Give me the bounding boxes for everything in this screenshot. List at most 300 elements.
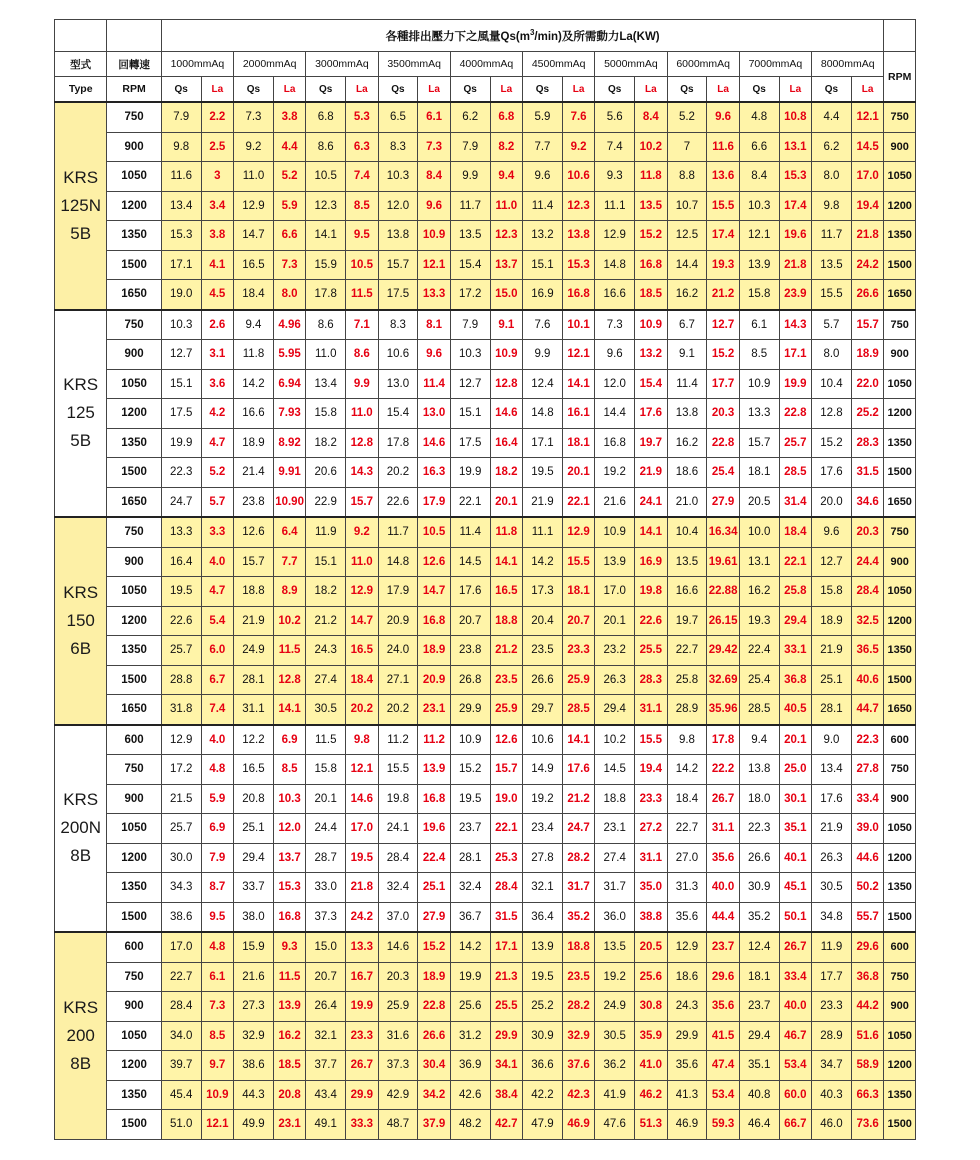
qs-value: 10.0 [739,517,779,547]
la-value: 5.4 [201,606,233,636]
la-value: 30.8 [635,992,667,1022]
qs-value: 11.8 [234,340,274,370]
qs-value: 21.4 [234,458,274,488]
qs-value: 42.9 [378,1080,418,1110]
la-value: 29.9 [490,1021,522,1051]
qs-value: 12.6 [234,517,274,547]
rpm-cell: 900 [107,784,161,814]
qs-subheader: Qs [450,77,490,103]
la-value: 11.8 [635,162,667,192]
la-value: 15.4 [635,369,667,399]
la-value: 4.8 [201,932,233,962]
qs-value: 17.7 [812,962,852,992]
qs-value: 17.6 [812,458,852,488]
la-value: 22.4 [418,843,450,873]
la-value: 11.0 [346,399,378,429]
rpm-right-cell: 1050 [884,814,916,844]
qs-value: 9.2 [234,132,274,162]
qs-value: 11.1 [523,517,563,547]
la-value: 13.9 [273,992,305,1022]
rpm-right-cell: 1200 [884,843,916,873]
qs-value: 19.5 [523,962,563,992]
qs-value: 14.6 [378,932,418,962]
qs-value: 26.3 [595,665,635,695]
la-value: 32.9 [562,1021,594,1051]
la-value: 21.2 [707,280,739,310]
la-value: 18.9 [418,962,450,992]
la-value: 3.8 [201,221,233,251]
qs-value: 11.0 [306,340,346,370]
qs-value: 13.5 [812,250,852,280]
la-value: 44.6 [851,843,884,873]
la-value: 12.6 [418,547,450,577]
qs-value: 7.3 [234,102,274,132]
qs-value: 6.5 [378,102,418,132]
qs-value: 8.6 [306,310,346,340]
qs-value: 37.7 [306,1051,346,1081]
la-value: 16.7 [346,962,378,992]
qs-value: 15.7 [378,250,418,280]
qs-value: 15.8 [739,280,779,310]
la-value: 35.2 [562,902,594,932]
qs-value: 12.8 [812,399,852,429]
qs-value: 17.5 [450,428,490,458]
qs-value: 49.9 [234,1110,274,1140]
qs-value: 9.6 [523,162,563,192]
la-value: 38.8 [635,902,667,932]
la-value: 4.96 [273,310,305,340]
qs-value: 48.2 [450,1110,490,1140]
pressure-header-8: 7000mmAq [739,52,811,77]
la-value: 19.7 [635,428,667,458]
qs-subheader: Qs [739,77,779,103]
la-value: 4.5 [201,280,233,310]
qs-value: 10.3 [161,310,201,340]
la-value: 9.6 [418,191,450,221]
la-value: 58.9 [851,1051,884,1081]
qs-value: 34.8 [812,902,852,932]
rpm-cell: 1200 [107,606,161,636]
rpm-right-cell: 1350 [884,636,916,666]
la-value: 9.6 [418,340,450,370]
qs-value: 9.8 [161,132,201,162]
qs-value: 24.0 [378,636,418,666]
qs-value: 41.9 [595,1080,635,1110]
qs-value: 16.2 [667,280,707,310]
qs-value: 19.2 [523,784,563,814]
la-value: 21.8 [779,250,811,280]
table-title: 各種排出壓力下之風量$Qs(m^3/\min)$及所需動力La(KW) [161,20,884,52]
qs-value: 38.6 [234,1051,274,1081]
la-value: 18.4 [346,665,378,695]
qs-value: 34.7 [812,1051,852,1081]
la-value: 17.8 [707,725,739,755]
qs-value: 5.6 [595,102,635,132]
la-subheader: La [490,77,522,103]
rpm-cell: 1350 [107,873,161,903]
la-value: 22.8 [779,399,811,429]
la-value: 20.1 [562,458,594,488]
la-value: 21.8 [851,221,884,251]
la-value: 13.6 [707,162,739,192]
qs-value: 17.0 [595,577,635,607]
la-subheader: La [273,77,305,103]
qs-value: 20.8 [234,784,274,814]
qs-value: 10.9 [450,725,490,755]
qs-value: 23.1 [595,814,635,844]
qs-value: 7.4 [595,132,635,162]
qs-value: 26.6 [523,665,563,695]
qs-value: 15.9 [306,250,346,280]
la-value: 66.7 [779,1110,811,1140]
la-value: 22.6 [635,606,667,636]
qs-value: 23.5 [523,636,563,666]
qs-value: 31.3 [667,873,707,903]
qs-value: 20.0 [812,487,852,517]
la-value: 7.3 [201,992,233,1022]
la-value: 35.0 [635,873,667,903]
qs-value: 16.4 [161,547,201,577]
qs-value: 18.9 [812,606,852,636]
la-value: 15.7 [851,310,884,340]
la-subheader: La [635,77,667,103]
qs-value: 17.5 [378,280,418,310]
la-value: 15.5 [635,725,667,755]
la-value: 8.4 [418,162,450,192]
la-value: 12.3 [490,221,522,251]
la-value: 16.4 [490,428,522,458]
qs-value: 35.2 [739,902,779,932]
la-value: 12.1 [201,1110,233,1140]
header-speed: 回轉速 [107,52,161,77]
la-value: 23.5 [562,962,594,992]
qs-value: 10.6 [523,725,563,755]
rpm-cell: 900 [107,340,161,370]
qs-value: 13.4 [161,191,201,221]
rpm-cell: 750 [107,755,161,785]
qs-value: 28.1 [450,843,490,873]
la-value: 3.1 [201,340,233,370]
table-row [55,547,916,577]
qs-value: 11.4 [523,191,563,221]
qs-value: 13.8 [739,755,779,785]
qs-value: 12.7 [450,369,490,399]
la-value: 20.7 [562,606,594,636]
la-value: 12.1 [562,340,594,370]
qs-value: 18.1 [739,962,779,992]
rpm-right-cell: 1500 [884,902,916,932]
qs-value: 28.9 [667,695,707,725]
qs-value: 16.6 [234,399,274,429]
qs-value: 33.0 [306,873,346,903]
la-value: 33.1 [779,636,811,666]
la-value: 6.3 [346,132,378,162]
la-value: 17.9 [418,487,450,517]
qs-value: 29.9 [667,1021,707,1051]
rpm-right-cell: 1050 [884,162,916,192]
qs-value: 45.4 [161,1080,201,1110]
qs-value: 21.6 [234,962,274,992]
la-value: 10.9 [635,310,667,340]
table-row [55,458,916,488]
qs-value: 8.0 [812,162,852,192]
la-value: 3.8 [273,102,305,132]
la-value: 11.5 [273,636,305,666]
qs-value: 25.7 [161,636,201,666]
la-value: 23.3 [346,1021,378,1051]
rpm-right-cell: 1050 [884,577,916,607]
la-value: 18.1 [562,577,594,607]
la-value: 2.6 [201,310,233,340]
rpm-right-cell: 1050 [884,369,916,399]
la-value: 17.4 [779,191,811,221]
qs-value: 10.3 [739,191,779,221]
qs-value: 20.2 [378,695,418,725]
la-value: 16.8 [418,784,450,814]
rpm-right-cell: 750 [884,755,916,785]
rpm-right-cell: 1350 [884,873,916,903]
qs-value: 9.3 [595,162,635,192]
la-value: 26.15 [707,606,739,636]
la-value: 14.1 [635,517,667,547]
rpm-cell: 1500 [107,665,161,695]
qs-value: 38.0 [234,902,274,932]
qs-value: 15.3 [161,221,201,251]
table-row [55,606,916,636]
qs-value: 28.1 [234,665,274,695]
rpm-cell: 1650 [107,280,161,310]
la-value: 27.9 [707,487,739,517]
la-value: 40.5 [779,695,811,725]
la-value: 4.7 [201,428,233,458]
qs-value: 40.8 [739,1080,779,1110]
qs-value: 7 [667,132,707,162]
qs-value: 4.4 [812,102,852,132]
rpm-cell: 600 [107,725,161,755]
la-value: 13.2 [635,340,667,370]
la-value: 15.7 [346,487,378,517]
qs-value: 14.5 [595,755,635,785]
qs-value: 25.6 [450,992,490,1022]
qs-value: 16.2 [739,577,779,607]
rpm-right-cell: 1500 [884,458,916,488]
qs-value: 25.4 [739,665,779,695]
la-value: 31.1 [635,695,667,725]
la-value: 7.9 [201,843,233,873]
qs-value: 15.2 [450,755,490,785]
rpm-right-cell: 900 [884,340,916,370]
qs-value: 30.5 [306,695,346,725]
la-value: 31.1 [635,843,667,873]
qs-value: 17.3 [523,577,563,607]
qs-value: 28.1 [812,695,852,725]
qs-value: 18.2 [306,577,346,607]
la-value: 23.9 [779,280,811,310]
la-value: 25.5 [490,992,522,1022]
la-value: 12.9 [346,577,378,607]
qs-value: 22.9 [306,487,346,517]
rpm-right-cell: 750 [884,102,916,132]
qs-value: 15.2 [812,428,852,458]
la-value: 11.0 [346,547,378,577]
la-value: 36.8 [851,962,884,992]
qs-value: 11.5 [306,725,346,755]
la-value: 25.6 [635,962,667,992]
la-value: 42.7 [490,1110,522,1140]
la-value: 26.6 [851,280,884,310]
qs-value: 22.7 [161,962,201,992]
qs-value: 32.4 [450,873,490,903]
rpm-cell: 900 [107,992,161,1022]
qs-value: 15.8 [812,577,852,607]
la-value: 13.1 [779,132,811,162]
model-name: KRS 125 5B [55,310,107,518]
la-value: 33.4 [779,962,811,992]
qs-value: 19.5 [161,577,201,607]
qs-value: 11.4 [667,369,707,399]
rpm-cell: 900 [107,547,161,577]
la-value: 8.92 [273,428,305,458]
qs-value: 16.2 [667,428,707,458]
qs-value: 20.2 [378,458,418,488]
rpm-cell: 1050 [107,1021,161,1051]
qs-value: 43.4 [306,1080,346,1110]
la-value: 9.1 [490,310,522,340]
la-value: 34.6 [851,487,884,517]
la-value: 10.8 [779,102,811,132]
la-value: 10.3 [273,784,305,814]
la-value: 27.8 [851,755,884,785]
header-row-pressures [55,52,916,77]
model-name: KRS 150 6B [55,517,107,725]
qs-value: 15.5 [378,755,418,785]
qs-value: 36.7 [450,902,490,932]
qs-value: 13.1 [739,547,779,577]
qs-value: 7.3 [595,310,635,340]
la-value: 7.3 [273,250,305,280]
qs-value: 13.0 [378,369,418,399]
qs-value: 13.5 [667,547,707,577]
qs-value: 7.6 [523,310,563,340]
la-value: 40.0 [779,992,811,1022]
la-value: 16.8 [562,280,594,310]
la-value: 7.4 [346,162,378,192]
qs-value: 18.4 [667,784,707,814]
la-value: 23.5 [490,665,522,695]
la-value: 37.9 [418,1110,450,1140]
rpm-cell: 1650 [107,487,161,517]
rpm-cell: 1350 [107,1080,161,1110]
la-value: 18.8 [490,606,522,636]
la-value: 17.0 [346,814,378,844]
qs-value: 23.4 [523,814,563,844]
qs-value: 29.4 [595,695,635,725]
la-value: 23.7 [707,932,739,962]
qs-value: 38.6 [161,902,201,932]
rpm-cell: 1500 [107,250,161,280]
qs-value: 10.4 [667,517,707,547]
la-value: 13.3 [346,932,378,962]
rpm-right-cell: 1350 [884,428,916,458]
qs-value: 10.5 [306,162,346,192]
qs-value: 13.5 [595,932,635,962]
table-row [55,1021,916,1051]
rpm-right-cell: 1200 [884,1051,916,1081]
la-value: 33.4 [851,784,884,814]
la-value: 3.4 [201,191,233,221]
la-value: 19.6 [418,814,450,844]
la-value: 46.2 [635,1080,667,1110]
qs-value: 18.6 [667,962,707,992]
pressure-header-6: 5000mmAq [595,52,667,77]
la-value: 50.2 [851,873,884,903]
la-value: 9.5 [346,221,378,251]
qs-value: 14.8 [595,250,635,280]
qs-value: 13.8 [378,221,418,251]
qs-value: 17.9 [378,577,418,607]
la-value: 21.2 [490,636,522,666]
header-model-blank [55,20,107,52]
qs-value: 21.9 [234,606,274,636]
la-value: 19.0 [490,784,522,814]
rpm-cell: 1200 [107,1051,161,1081]
rpm-right-cell: 900 [884,784,916,814]
la-value: 11.0 [490,191,522,221]
pressure-header-7: 6000mmAq [667,52,739,77]
qs-value: 19.3 [739,606,779,636]
la-value: 16.8 [418,606,450,636]
la-value: 15.3 [273,873,305,903]
qs-value: 18.2 [306,428,346,458]
table-row [55,665,916,695]
la-value: 28.3 [635,665,667,695]
la-value: 9.6 [707,102,739,132]
la-value: 13.3 [418,280,450,310]
la-value: 35.96 [707,695,739,725]
qs-value: 14.9 [523,755,563,785]
table-row [55,992,916,1022]
la-value: 8.0 [273,280,305,310]
la-value: 25.8 [779,577,811,607]
la-value: 22.1 [562,487,594,517]
la-subheader: La [707,77,739,103]
la-value: 37.6 [562,1051,594,1081]
la-value: 20.3 [707,399,739,429]
la-value: 38.4 [490,1080,522,1110]
table-row [55,487,916,517]
qs-value: 26.8 [450,665,490,695]
la-value: 20.1 [490,487,522,517]
la-value: 31.5 [490,902,522,932]
qs-value: 51.0 [161,1110,201,1140]
la-value: 22.8 [707,428,739,458]
qs-value: 47.9 [523,1110,563,1140]
qs-value: 11.7 [812,221,852,251]
qs-value: 9.4 [234,310,274,340]
qs-value: 31.2 [450,1021,490,1051]
la-value: 18.9 [418,636,450,666]
qs-value: 8.5 [739,340,779,370]
la-value: 45.1 [779,873,811,903]
qs-value: 16.6 [667,577,707,607]
la-value: 17.6 [635,399,667,429]
qs-value: 6.6 [739,132,779,162]
la-value: 23.1 [418,695,450,725]
qs-value: 25.1 [234,814,274,844]
qs-value: 12.0 [595,369,635,399]
la-value: 25.2 [851,399,884,429]
table-row [55,1110,916,1140]
